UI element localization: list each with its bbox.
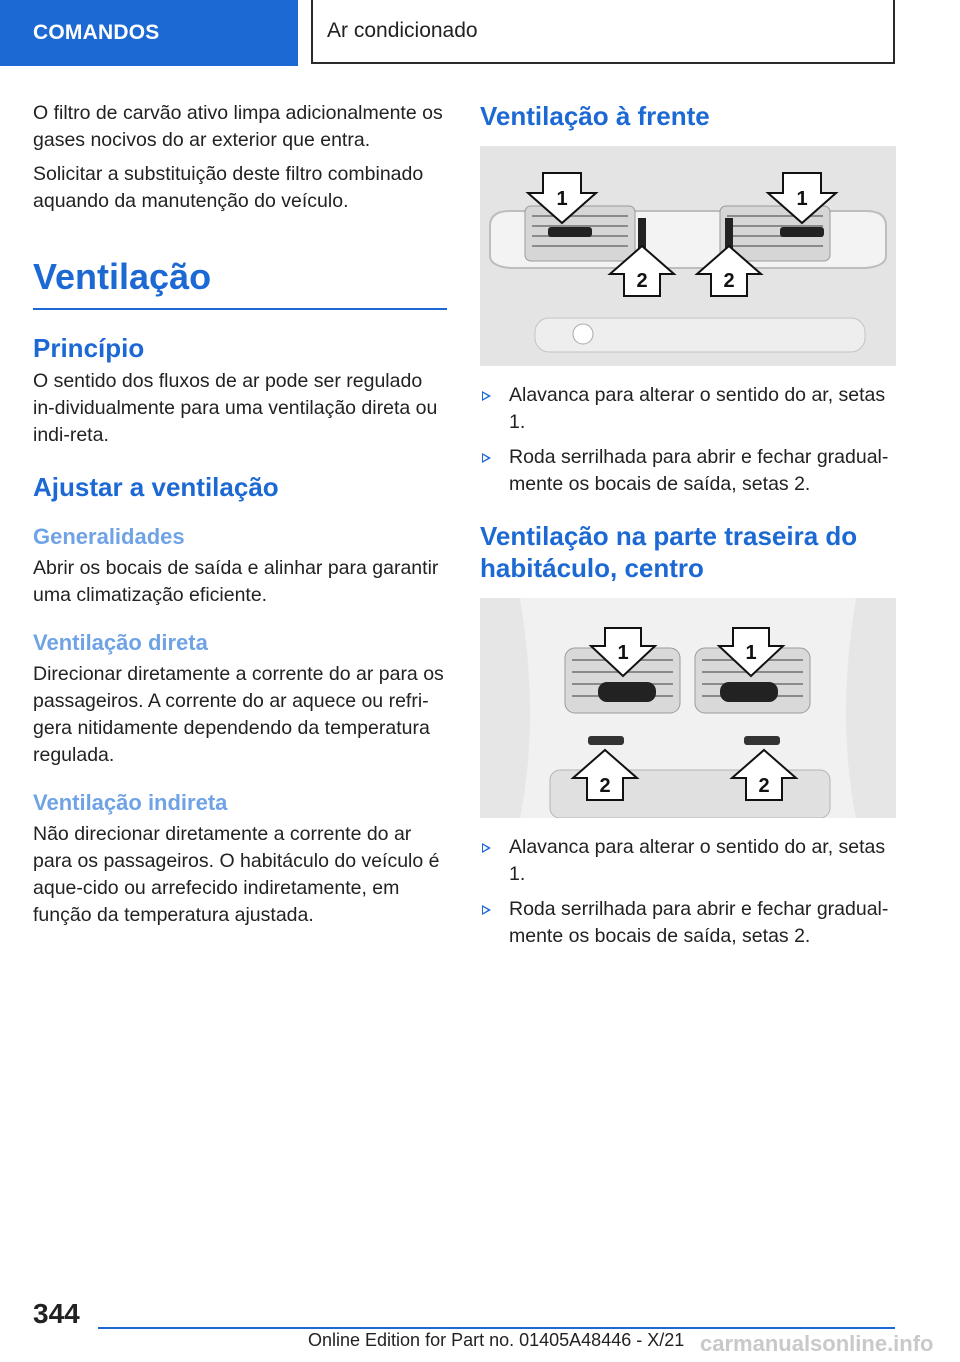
page-number: 344: [33, 1298, 80, 1329]
list-item: [480, 834, 896, 888]
list-item-text: Alavanca para alterar o sentido do ar, setas 1.: [509, 384, 886, 433]
list-item-text: Roda serrilhada para abrir e fechar gradual-mente os bocais de saída, setas 2.: [509, 446, 889, 495]
bullet-triangle-icon: [482, 843, 491, 853]
heading-traseira: Ventilação na parte traseira do habitáculo, centro: [480, 521, 858, 583]
heading-generalidades: Generalidades: [33, 524, 185, 549]
front-callout-1-left: 1: [556, 188, 568, 210]
rear-callout-1-left: 1: [617, 642, 629, 664]
front-callout-2-left: 2: [636, 270, 648, 292]
bullet-triangle-icon: [482, 391, 491, 401]
rear-callout-1-right: 1: [745, 642, 757, 664]
front-vents-illustration: [480, 146, 896, 366]
heading-ajustar: Ajustar a ventilação: [33, 472, 279, 502]
list-item-text: Alavanca para alterar o sentido do ar, setas 1.: [509, 836, 886, 885]
footer-edition: Online Edition for Part no. 01405A48446 - X/21: [308, 1330, 685, 1350]
heading-principio: Princípio: [33, 333, 145, 363]
chapter-title: [311, 0, 895, 64]
list-item-text: Roda serrilhada para abrir e fechar gradual-mente os bocais de saída, setas 2.: [509, 898, 889, 947]
left-column: [33, 100, 447, 936]
chapter-title-text: Ar condicionado: [327, 19, 478, 42]
section-heading-ventilacao: Ventilação: [33, 255, 447, 310]
footer-rule: [98, 1327, 895, 1329]
rear-vents-illustration: [480, 598, 896, 818]
rear-callout-2-right: 2: [758, 775, 770, 797]
right-column: [480, 100, 896, 958]
front-callout-1-right: 1: [796, 188, 808, 210]
intro-paragraph-2: Solicitar a substituição deste filtro combinado aquando da manutenção do veículo.: [33, 163, 424, 212]
heading-indireta: Ventilação indireta: [33, 790, 228, 815]
indireta-text: Não direcionar diretamente a corrente do ar para os passageiros. O habitáculo do veículo é aque-cido ou arrefecido indiretamente, em função da temperatura ajustada.: [33, 823, 440, 926]
heading-frente: Ventilação à frente: [480, 101, 710, 131]
direta-text: Direcionar diretamente a corrente do ar para os passageiros. A corrente do ar aquece ou refri-gera nitidamente dependendo da temperatura regulada.: [33, 663, 444, 766]
front-vents-figure: [480, 146, 896, 366]
list-item: [480, 896, 896, 950]
intro-paragraph-1: O filtro de carvão ativo limpa adicionalmente os gases nocivos do ar exterior que entra.: [33, 102, 443, 151]
list-item: [480, 382, 896, 436]
list-item: [480, 444, 896, 498]
rear-callout-2-left: 2: [599, 775, 611, 797]
heading-direta: Ventilação direta: [33, 630, 208, 655]
bullet-triangle-icon: [482, 905, 491, 915]
rear-vents-list: [480, 834, 896, 950]
watermark: carmanualsonline.info: [700, 1331, 934, 1356]
generalidades-text: Abrir os bocais de saída e alinhar para garantir uma climatização eficiente.: [33, 557, 439, 606]
bullet-triangle-icon: [482, 453, 491, 463]
principio-text: O sentido dos fluxos de ar pode ser regulado in-dividualmente para uma ventilação direta ou indi-reta.: [33, 370, 438, 446]
front-vents-list: [480, 382, 896, 498]
rear-vents-figure: [480, 598, 896, 818]
front-callout-2-right: 2: [723, 270, 735, 292]
section-tab: COMANDOS: [0, 0, 298, 66]
